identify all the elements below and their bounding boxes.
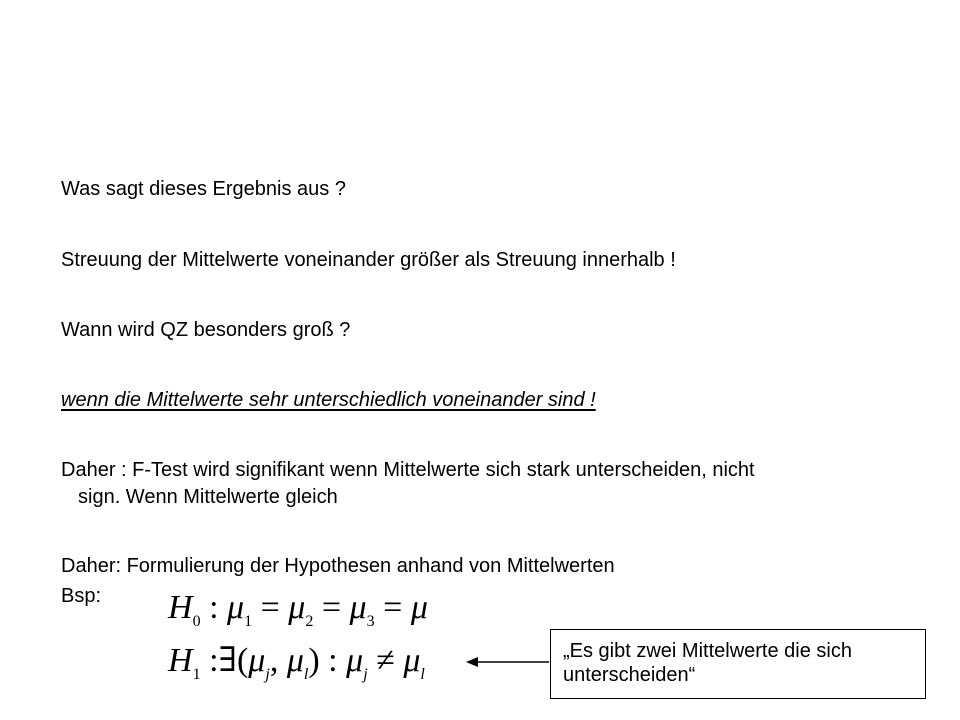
callout-box <box>550 629 926 699</box>
question-1: Was sagt dieses Ergebnis aus ? <box>61 178 346 200</box>
answer-2: wenn die Mittelwerte sehr unterschiedlich voneinander sind ! <box>61 389 596 411</box>
answer-1: Streuung der Mittelwerte voneinander größer als Streuung innerhalb ! <box>61 249 676 271</box>
callout-text-1: „Es gibt zwei Mittelwerte die sich <box>563 640 852 662</box>
h1-formula: $H_1$ $:\exists(\mu_j$, $\mu_l$) : $\mu_j \ne \mu_l$ <box>168 642 425 683</box>
callout-text-2: unterscheiden“ <box>563 664 696 686</box>
hypothesis-intro: Daher: Formulierung der Hypothesen anhand von Mittelwerten <box>61 555 615 577</box>
conclusion-line-2: sign. Wenn Mittelwerte gleich <box>78 486 338 508</box>
example-label: Bsp: <box>61 585 102 607</box>
h0-formula: $H_0$ : $\mu_1 = \mu_2 = \mu_3 = \mu$ <box>168 589 428 630</box>
question-2: Wann wird QZ besonders groß ? <box>61 319 351 341</box>
conclusion-line-1: Daher : F-Test wird signifikant wenn Mittelwerte sich stark unterscheiden, nicht <box>61 459 755 481</box>
